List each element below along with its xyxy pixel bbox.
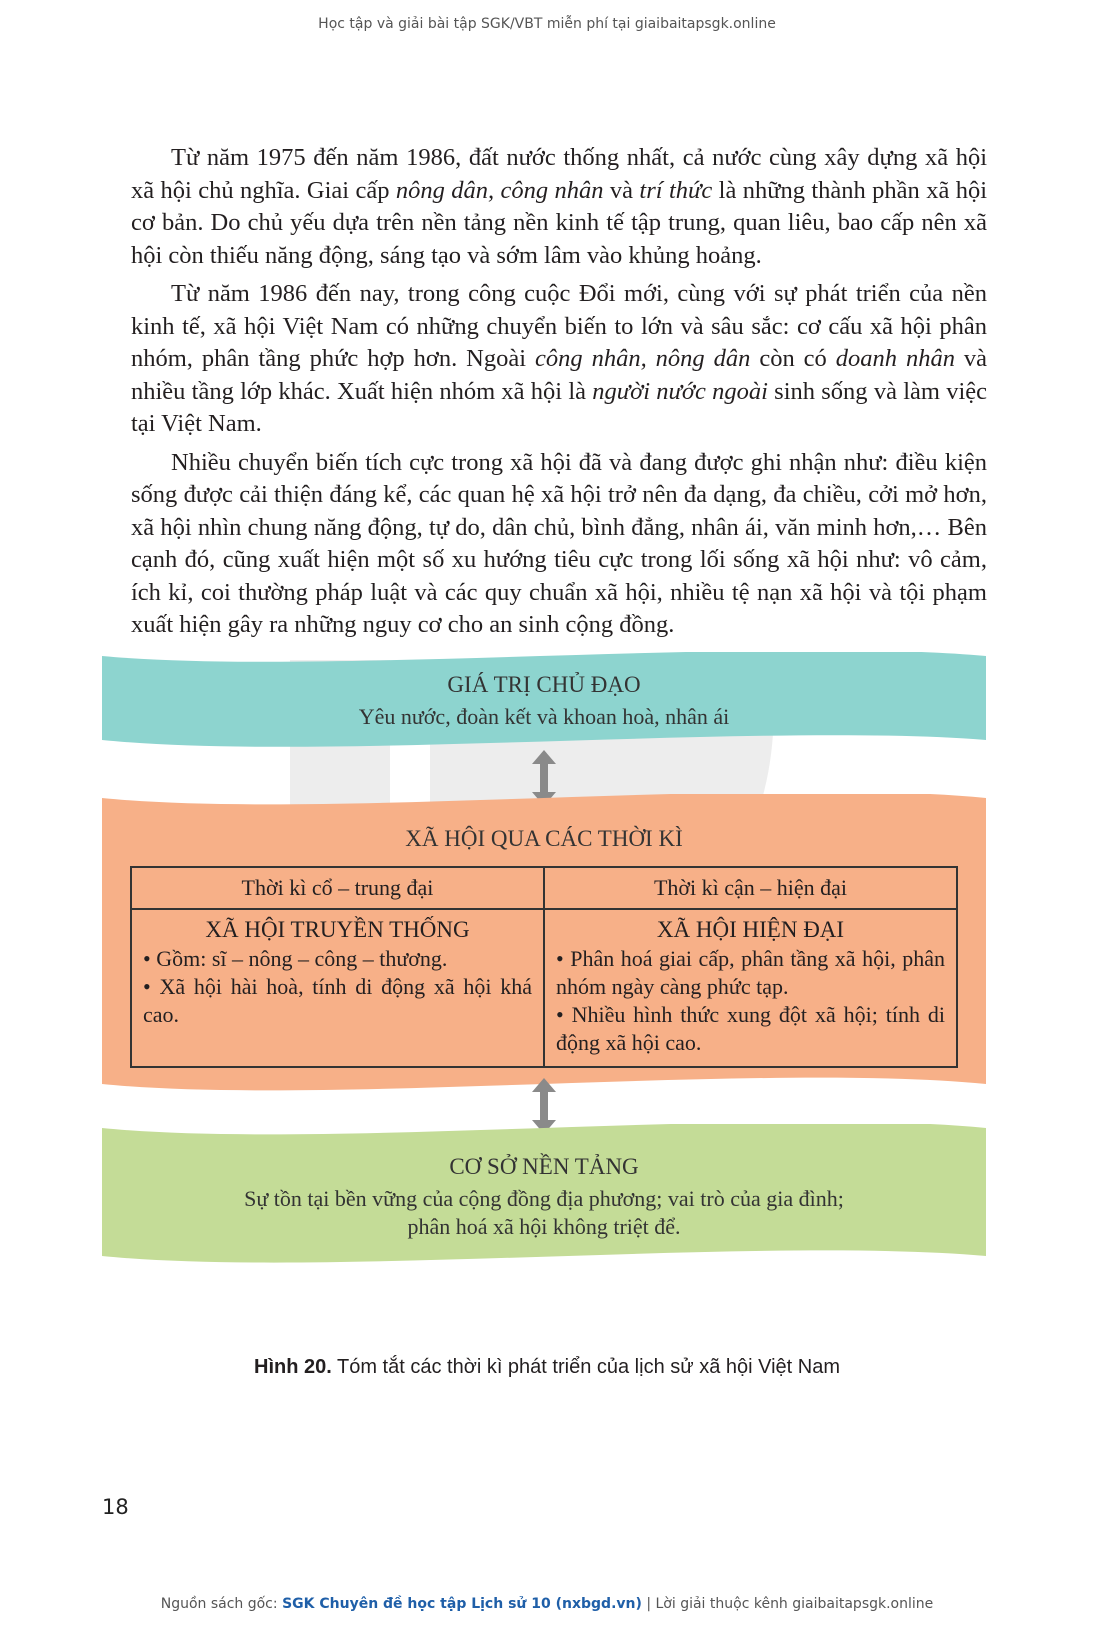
traditional-bullet-2: • Xã hội hài hoà, tính di động xã hội khá cao. xyxy=(143,974,532,1027)
emphasized-term: người nước ngoài xyxy=(592,377,768,405)
emphasized-term: trí thức xyxy=(639,176,713,204)
emphasized-term: nông dân, công nhân xyxy=(395,176,604,204)
text-run: còn có xyxy=(750,345,836,372)
traditional-bullet-1: • Gồm: sĩ – nông – công – thương. xyxy=(143,946,448,971)
traditional-society-cell xyxy=(131,909,544,1067)
text-run: sinh sống và làm việc tại Việt Nam. xyxy=(131,377,987,437)
text-run: là những thành phần xã hội cơ bản. Do chủ yếu dựa trên nền tảng nền kinh tế tập trung, quan liêu, bao cấp nên xã hội còn thiếu năng động, sáng tạo và sớm lâm vào khủng hoảng. xyxy=(131,176,988,269)
text-run: Từ năm 1975 đến năm 1986, đất nước thống nhất, cả nước cùng xây dựng xã hội xã hội chủ nghĩa. Giai cấp xyxy=(131,144,987,204)
emphasized-term: công nhân, nông dân xyxy=(534,345,751,372)
period-ancient-medieval: Thời kì cổ – trung đại xyxy=(131,867,544,909)
figure-label: Hình 20. xyxy=(254,1356,332,1378)
text-run: Nhiều chuyển biến tích cực trong xã hội đã và đang được ghi nhận như: điều kiện sống được cải thiện đáng kể, các quan hệ xã hội trở nên đa dạng, đa chiều, cởi mở hơn, xã hội nhìn chung năng động, tự do, dân chủ, bình đẳng, nhân ái, văn minh hơn,… Bên cạnh đó, cũng xuất hiện một số xu hướng tiêu cực trong lối sống xã hội như: vô cảm, ích kỉ, coi thường pháp luật và các quy chuẩn xã hội, nhiều tệ nạn xã hội và tội phạm xuất hiện gây ra những nguy cơ cho an sinh cộng đồng. xyxy=(131,448,987,638)
periods-band xyxy=(102,794,986,1094)
period-modern: Thời kì cận – hiện đại xyxy=(544,867,957,909)
page-footer xyxy=(0,1596,1094,1612)
modern-society-title: XÃ HỘI HIỆN ĐẠI xyxy=(656,917,845,942)
footer-suffix: | Lời giải thuộc kênh giaibaitapsgk.online xyxy=(641,1596,934,1612)
figure-caption-text: Tóm tắt các thời kì phát triển của lịch sử xã hội Việt Nam xyxy=(331,1356,840,1378)
foundation-band xyxy=(102,1124,986,1266)
paragraph-3 xyxy=(131,447,987,642)
paragraph-1 xyxy=(131,142,987,272)
periods-table xyxy=(130,866,958,1068)
foundation-title: CƠ SỞ NỀN TẢNG xyxy=(449,1154,639,1179)
modern-bullet-1: • Phân hoá giai cấp, phân tầng xã hội, phân nhóm ngày càng phức tạp. xyxy=(556,946,945,999)
page-header: Học tập và giải bài tập SGK/VBT miễn phí tại giaibaitapsgk.online xyxy=(318,16,776,32)
periods-title: XÃ HỘI QUA CÁC THỜI KÌ xyxy=(405,826,683,851)
footer-prefix: Nguồn sách gốc: xyxy=(160,1596,283,1612)
core-values-text: Yêu nước, đoàn kết và khoan hoà, nhân ái xyxy=(358,704,730,729)
text-run: và xyxy=(603,176,640,204)
traditional-society-body xyxy=(133,945,542,1037)
periods-table-row xyxy=(131,909,957,1067)
page-number: 18 xyxy=(102,1495,129,1519)
source-book-link[interactable]: SGK Chuyên đề học tập Lịch sử 10 (nxbgd.vn) xyxy=(282,1596,642,1612)
foundation-line-2: phân hoá xã hội không triệt để. xyxy=(407,1214,681,1239)
paragraph-2 xyxy=(131,278,987,441)
core-values-band xyxy=(102,652,986,748)
modern-bullet-2: • Nhiều hình thức xung đột xã hội; tính di động xã hội cao. xyxy=(556,1002,945,1055)
foundation-line-1: Sự tồn tại bền vững của cộng đồng địa phương; vai trò của gia đình; xyxy=(244,1186,844,1211)
figure-caption xyxy=(0,1356,1094,1379)
text-run: và nhiều tầng lớp khác. Xuất hiện nhóm xã hội là xyxy=(131,345,988,405)
modern-society-cell xyxy=(544,909,957,1067)
emphasized-term: doanh nhân xyxy=(835,345,955,372)
core-values-title: GIÁ TRỊ CHỦ ĐẠO xyxy=(447,672,641,697)
periods-table-header xyxy=(131,867,957,909)
traditional-society-title: XÃ HỘI TRUYỀN THỐNG xyxy=(205,917,470,942)
body-text xyxy=(131,142,987,648)
text-run: Từ năm 1986 đến nay, trong công cuộc Đổi mới, cùng với sự phát triển của nền kinh tế, xã hội Việt Nam có những chuyển biến to lớn và sâu sắc: cơ cấu xã hội phân nhóm, phân tầng phức hợp hơn. Ngoài xyxy=(131,280,987,372)
modern-society-body xyxy=(546,945,955,1065)
